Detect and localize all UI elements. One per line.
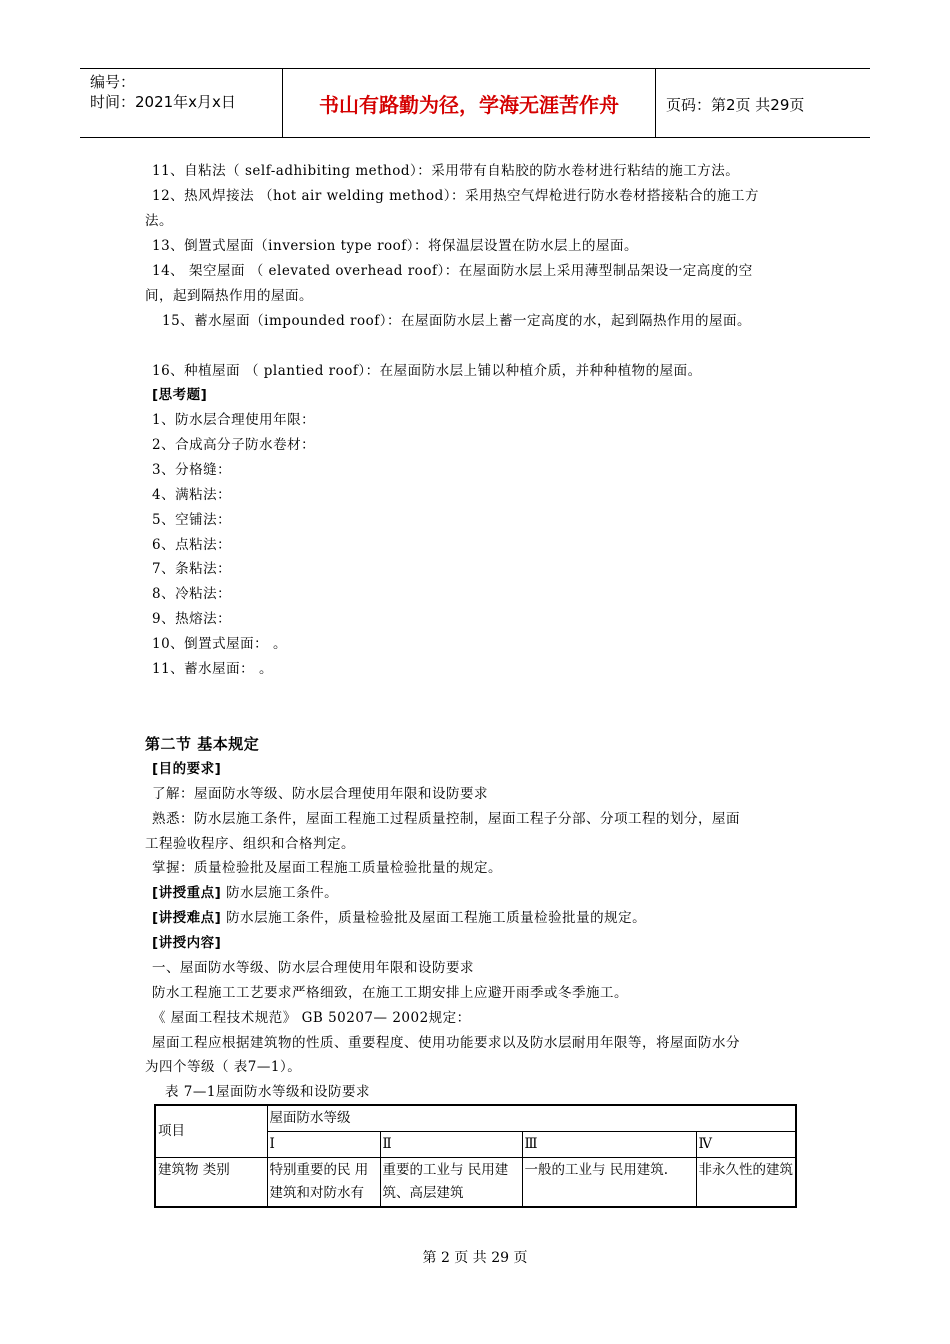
table-row	[155, 1105, 796, 1132]
category-cell-2: 重要的工业与 民用建筑、高层建筑	[380, 1158, 522, 1208]
question-2: 2、合成高分子防水卷材：	[152, 437, 316, 453]
term-11: 11、自粘法（ self-adhibiting method）：采用带有自粘胶的防水卷材进行粘结的施工方法。	[152, 163, 740, 179]
goal-familiar-line2: 工程验收程序、组织和合格判定。	[145, 836, 355, 852]
content-paragraph-3-line2: 为四个等级（ 表7—1）。	[145, 1059, 302, 1075]
content-paragraph-1: 防水工程施工工艺要求严格细致，在施工工期安排上应避开雨季或冬季施工。	[152, 985, 628, 1001]
content-paragraph-2: 《 屋面工程技术规范》 GB 50207— 2002规定：	[152, 1010, 471, 1026]
question-8: 8、冷粘法：	[152, 586, 232, 602]
category-cell-1: 特别重要的民 用建筑和对防水有	[267, 1158, 380, 1208]
key-point	[152, 884, 338, 902]
item-header-cell: 项目	[155, 1105, 267, 1158]
content-title: [讲授内容]	[152, 935, 222, 951]
term-12-line1: 12、热风焊接法 （hot air welding method）：采用热空气焊枪进行防水卷材搭接粘合的施工方	[152, 188, 759, 204]
term-12-line2: 法。	[145, 213, 173, 229]
section-title: 第二节 基本规定	[145, 735, 260, 753]
term-15: 15、蓄水屋面（impounded roof）：在屋面防水层上蓄一定高度的水，起到隔热作用的屋面。	[162, 313, 751, 329]
page-footer: 第 2 页 共 29 页	[422, 1250, 528, 1266]
term-13: 13、倒置式屋面（inversion type roof）：将保温层设置在防水层上的屋面。	[152, 238, 639, 254]
question-6: 6、点粘法：	[152, 537, 232, 553]
grade-3-cell: Ⅲ	[522, 1132, 696, 1158]
goal-familiar-line1: 熟悉：防水层施工条件，屋面工程施工过程质量控制，屋面工程子分部、分项工程的划分，屋面	[152, 811, 740, 827]
header-page-label: 页码：第2页 共29页	[666, 96, 805, 114]
difficult-point-text: 防水层施工条件，质量检验批及屋面工程施工质量检验批量的规定。	[221, 910, 647, 926]
goal-understand: 了解：屋面防水等级、防水层合理使用年限和设防要求	[152, 786, 488, 802]
category-cell-3: 一般的工业与 民用建筑.	[522, 1158, 696, 1208]
difficult-point	[152, 909, 646, 927]
question-4: 4、满粘法：	[152, 487, 232, 503]
question-1: 1、防水层合理使用年限：	[152, 412, 316, 428]
table-row	[155, 1158, 796, 1208]
waterproof-grade-table	[154, 1104, 797, 1208]
category-cell-4: 非永久性的建筑	[696, 1158, 796, 1208]
grade-1-cell: Ⅰ	[267, 1132, 380, 1158]
content-paragraph-3-line1: 屋面工程应根据建筑物的性质、重要程度、使用功能要求以及防水层耐用年限等，将屋面防水分	[152, 1035, 740, 1051]
key-point-text: 防水层施工条件。	[221, 885, 339, 901]
goal-master: 掌握：质量检验批及屋面工程施工质量检验批量的规定。	[152, 860, 502, 876]
question-5: 5、空铺法：	[152, 512, 232, 528]
difficult-point-label: [讲授难点]	[152, 910, 222, 926]
page-header	[80, 68, 870, 138]
term-14-line2: 间，起到隔热作用的屋面。	[145, 288, 313, 304]
grade-4-cell: Ⅳ	[696, 1132, 796, 1158]
question-11: 11、蓄水屋面： 。	[152, 661, 273, 677]
term-16: 16、种植屋面 （ plantied roof）：在屋面防水层上铺以种植介质，并种种植物的屋面。	[152, 363, 702, 379]
row-label-cell: 建筑物 类别	[155, 1158, 267, 1208]
think-title: [思考题]	[152, 387, 208, 403]
term-14-line1: 14、 架空屋面 （ elevated overhead roof）：在屋面防水层上采用薄型制品架设一定高度的空	[152, 263, 753, 279]
table-caption: 表 7—1屋面防水等级和设防要求	[165, 1084, 370, 1100]
number-label: 编号：	[90, 73, 136, 91]
question-7: 7、条粘法：	[152, 561, 232, 577]
question-9: 9、热熔法：	[152, 611, 232, 627]
header-meta-cell	[80, 69, 283, 137]
question-3: 3、分格缝：	[152, 462, 232, 478]
grade-2-cell: Ⅱ	[380, 1132, 522, 1158]
key-point-label: [讲授重点]	[152, 885, 222, 901]
time-label: 时间：2021年x月x日	[90, 93, 236, 111]
goal-title: [目的要求]	[152, 761, 222, 777]
grade-header-cell: 屋面防水等级	[267, 1105, 796, 1132]
question-10: 10、倒置式屋面： 。	[152, 636, 287, 652]
content-heading-1: 一、屋面防水等级、防水层合理使用年限和设防要求	[152, 960, 474, 976]
header-motto: 书山有路勤为径，学海无涯苦作舟	[283, 69, 656, 137]
